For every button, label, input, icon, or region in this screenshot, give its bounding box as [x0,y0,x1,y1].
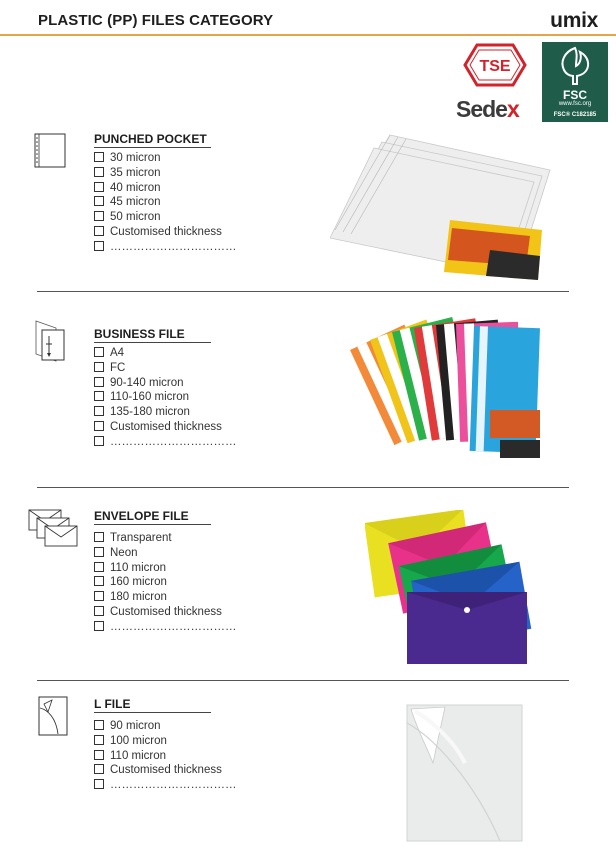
checkbox[interactable] [94,377,104,387]
header-divider [0,34,616,36]
option-item[interactable]: FC [94,361,237,376]
checkbox[interactable] [94,211,104,221]
option-item[interactable]: …………………………… [94,778,237,793]
option-item[interactable]: 90-140 micron [94,376,237,391]
option-item[interactable]: 50 micron [94,210,237,225]
section-divider [37,680,569,681]
checkbox[interactable] [94,347,104,357]
option-item[interactable]: …………………………… [94,620,237,635]
option-item[interactable]: Customised thickness [94,605,237,620]
checkbox[interactable] [94,764,104,774]
punched-pocket-icon [33,133,67,169]
section-title-punched-pocket: PUNCHED POCKET [94,132,207,146]
fsc-code: FSC® C182185 [553,112,597,118]
section-underline [94,712,211,713]
checkbox[interactable] [94,226,104,236]
checkbox[interactable] [94,779,104,789]
option-item[interactable]: 135-180 micron [94,405,237,420]
options-list-l-file [94,719,237,793]
checkbox[interactable] [94,735,104,745]
option-item[interactable]: 110 micron [94,749,237,764]
option-item[interactable]: 30 micron [94,151,237,166]
tse-logo [463,42,527,88]
envelope-file-product-image [365,510,540,670]
checkbox[interactable] [94,406,104,416]
checkbox[interactable] [94,421,104,431]
punched-pocket-product-image [330,130,555,285]
section-underline [94,147,211,148]
option-item[interactable]: 40 micron [94,181,237,196]
option-item[interactable]: 90 micron [94,719,237,734]
checkbox[interactable] [94,576,104,586]
page-title: PLASTIC (PP) FILES CATEGORY [38,12,274,29]
fsc-url: www.fsc.org [558,101,592,107]
section-title-envelope-file: ENVELOPE FILE [94,509,189,523]
envelope-file-icon [28,509,80,549]
option-item[interactable]: 110-160 micron [94,390,237,405]
checkbox[interactable] [94,241,104,251]
checkbox[interactable] [94,720,104,730]
section-divider [37,291,569,292]
section-underline [94,342,211,343]
checkbox[interactable] [94,562,104,572]
option-item[interactable]: 160 micron [94,575,237,590]
l-file-icon [38,696,68,736]
section-title-l-file: L FILE [94,697,131,711]
checkbox[interactable] [94,591,104,601]
sedex-logo: Sedex [456,96,519,122]
brand-logo [550,9,598,33]
checkbox[interactable] [94,167,104,177]
fsc-tree-icon [556,46,594,86]
option-item[interactable]: Customised thickness [94,420,237,435]
option-item[interactable]: Customised thickness [94,225,237,240]
checkbox[interactable] [94,750,104,760]
checkbox[interactable] [94,547,104,557]
brand-name: umix [550,9,598,32]
options-list-punched-pocket [94,151,237,255]
option-item[interactable]: …………………………… [94,435,237,450]
checkbox[interactable] [94,606,104,616]
business-file-product-image [340,310,565,470]
option-item[interactable]: 110 micron [94,561,237,576]
option-item[interactable]: 45 micron [94,195,237,210]
checkbox[interactable] [94,436,104,446]
options-list-business-file [94,346,237,450]
option-item[interactable]: 35 micron [94,166,237,181]
option-item[interactable]: 100 micron [94,734,237,749]
checkbox[interactable] [94,152,104,162]
checkbox[interactable] [94,391,104,401]
option-item[interactable]: Customised thickness [94,763,237,778]
option-item[interactable]: A4 [94,346,237,361]
checkbox[interactable] [94,362,104,372]
section-title-business-file: BUSINESS FILE [94,327,185,341]
option-item[interactable]: Neon [94,546,237,561]
option-item[interactable]: Transparent [94,531,237,546]
fsc-text: FSC [563,88,587,102]
fsc-logo [542,42,608,122]
business-file-icon [33,320,67,362]
tse-text: TSE [479,58,511,75]
l-file-product-image [405,703,525,843]
checkbox[interactable] [94,532,104,542]
section-divider [37,487,569,488]
option-item[interactable]: …………………………… [94,240,237,255]
checkbox[interactable] [94,196,104,206]
option-item[interactable]: 180 micron [94,590,237,605]
checkbox[interactable] [94,621,104,631]
section-underline [94,524,211,525]
options-list-envelope-file [94,531,237,635]
checkbox[interactable] [94,182,104,192]
